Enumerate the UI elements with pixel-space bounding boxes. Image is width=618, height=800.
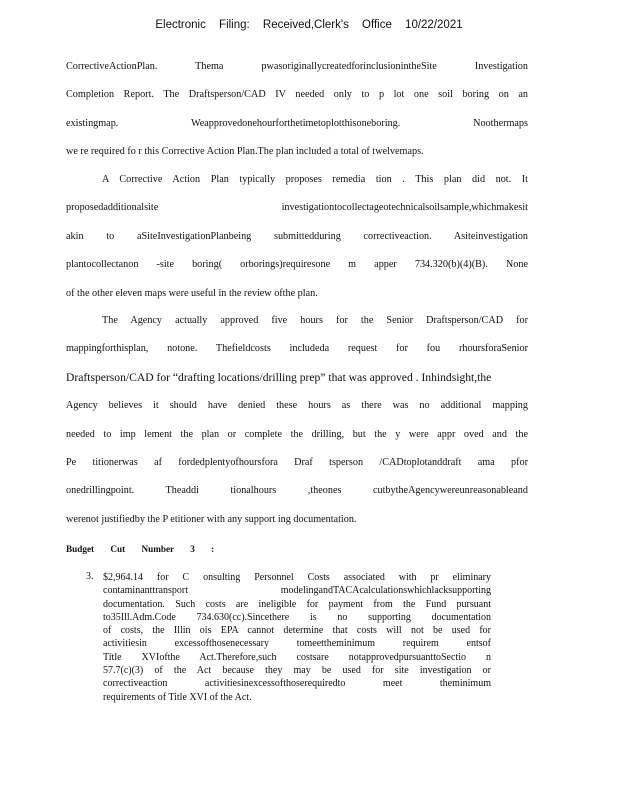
- text-line: Pe titionerwas af fordedplentyofhoursfora Draf tsperson /CADtoplotanddraft ama pfor: [66, 456, 528, 468]
- paragraph-2: [66, 173, 528, 315]
- text-line: A Corrective Action Plan typically proposes remedia tion . This plan did not. It: [102, 174, 528, 185]
- text-line: $2,964.14 for C onsulting Personnel Costs associated with pr eliminary: [103, 572, 491, 583]
- text-line: Agency believes it should have denied these hours as there was no additional mapping: [66, 400, 528, 412]
- text-line: plantocollectanon -site boring( orborings)requiresone m apper 734.320(b)(4)(B). None: [66, 259, 528, 271]
- text-line: to35Ill.Adm.Code 734.630(cc).Sincethere is no supporting documentation: [103, 611, 491, 623]
- electronic-filing-header: Electronic Filing: Received,Clerk's Office 10/22/2021: [155, 19, 463, 31]
- text-line: Completion Report. The Draftsperson/CAD IV needed only to p lot one soil boring on an: [66, 89, 528, 101]
- text-line: we re required fo r this Corrective Action Plan.The plan included a total of twelvemaps.: [66, 146, 424, 158]
- text-line: of costs, the Illin ois EPA cannot determine that costs will not be used for: [103, 625, 491, 637]
- text-line: onedrillingpoint. Theaddi tionalhours ,theones cutbytheAgencywereunreasonableand: [66, 485, 528, 497]
- text-line: Title XVIofthe Act.Therefore,such costsare notapprovedpursuanttoSectio n: [103, 651, 491, 663]
- budget-cut-heading: Budget Cut Number 3 :: [66, 544, 215, 554]
- paragraph-1: [66, 60, 528, 174]
- text-line: The Agency actually approved five hours for the Senior Draftsperson/CAD for: [102, 315, 528, 326]
- text-line: contaminanttransport modelingandTACAcalculationswhichlacksupporting: [103, 585, 491, 597]
- item-number: 3.: [86, 571, 94, 582]
- paragraph-3: [66, 314, 528, 541]
- text-line: proposedadditionalsite investigationtocollectageotechnicalsoilsample,whichmakesit: [66, 202, 528, 214]
- text-line: requirements of Title XVI of the Act.: [103, 691, 252, 703]
- text-line: 57.7(c)(3) of the Act because they may be used for site investigation or: [103, 665, 491, 677]
- text-line: documentation. Such costs are ineligible for payment from the Fund pursuant: [103, 598, 491, 610]
- text-line: werenot justifiedby the P etitioner with any support ing documentation.: [66, 513, 357, 525]
- item-body: [103, 571, 491, 704]
- text-line: mappingforthisplan, notone. Thefieldcosts includeda request for fou rhoursforaSenior: [66, 343, 528, 355]
- text-line: of the other eleven maps were useful in the review ofthe plan.: [66, 287, 318, 299]
- text-line: existingmap. Weapprovedonehourforthetimetoplotthisoneboring. Noothermaps: [66, 117, 528, 129]
- text-line: correctiveaction activitiesinexcessofthoserequiredto meet theminimum: [103, 678, 491, 690]
- text-line: Draftsperson/CAD for “drafting locations/drilling prep” that was approved . Inhindsight,the: [66, 370, 492, 384]
- text-line: activitiesin excessofthosenecessary tomeettheminimum requirem entsof: [103, 638, 491, 650]
- text-line: CorrectiveActionPlan. Thema pwasoriginallycreatedforinclusionintheSite Investigation: [66, 61, 528, 72]
- text-line: needed to imp lement the plan or complete the drilling, but the y were appr oved and the: [66, 428, 528, 440]
- text-line: akin to aSiteInvestigationPlanbeing submittedduring correctiveaction. Asiteinvestigation: [66, 230, 528, 242]
